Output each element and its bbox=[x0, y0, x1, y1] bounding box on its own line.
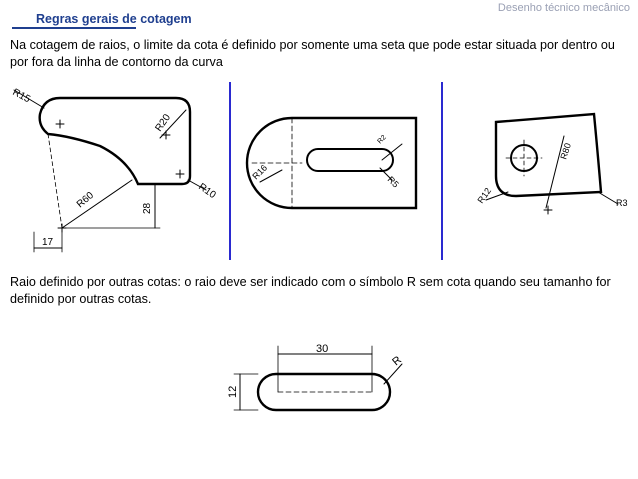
label-28: 28 bbox=[142, 202, 153, 214]
label-r3: R3 bbox=[616, 198, 628, 208]
figure-slot bbox=[220, 340, 420, 460]
figure-radius-plate bbox=[0, 80, 230, 265]
label-r: R bbox=[390, 353, 405, 369]
label-r5: R5 bbox=[385, 174, 401, 190]
label-r2: R2 bbox=[376, 134, 388, 146]
divider-line bbox=[229, 82, 231, 260]
label-r20: R20 bbox=[153, 112, 173, 134]
title-underline bbox=[12, 27, 136, 29]
page-title: Regras gerais de cotagem bbox=[36, 12, 192, 26]
paragraph-radius-by-other-dims: Raio definido por outras cotas: o raio deve ser indicado com o símbolo R sem cota quando seu tamanho for definido por outras cotas. bbox=[10, 275, 611, 306]
figure-hole-plate bbox=[446, 96, 636, 236]
label-30: 30 bbox=[316, 343, 329, 355]
label-12: 12 bbox=[227, 385, 239, 398]
label-r16: R16 bbox=[250, 162, 270, 182]
label-r15: R15 bbox=[10, 86, 32, 106]
paragraph-radius-rule: Na cotagem de raios, o limite da cota é definido por somente uma seta que pode estar situada por dentro ou por fora da linha de contorno da curva bbox=[10, 38, 615, 69]
label-r12: R12 bbox=[475, 185, 494, 206]
label-17: 17 bbox=[42, 237, 54, 248]
figure-slotted-plate bbox=[232, 100, 432, 230]
label-r10: R10 bbox=[196, 181, 218, 201]
label-r80: R80 bbox=[558, 141, 574, 161]
divider-line bbox=[441, 82, 443, 260]
document-subtitle: Desenho técnico mecânico bbox=[497, 2, 630, 14]
label-r60: R60 bbox=[74, 190, 96, 211]
